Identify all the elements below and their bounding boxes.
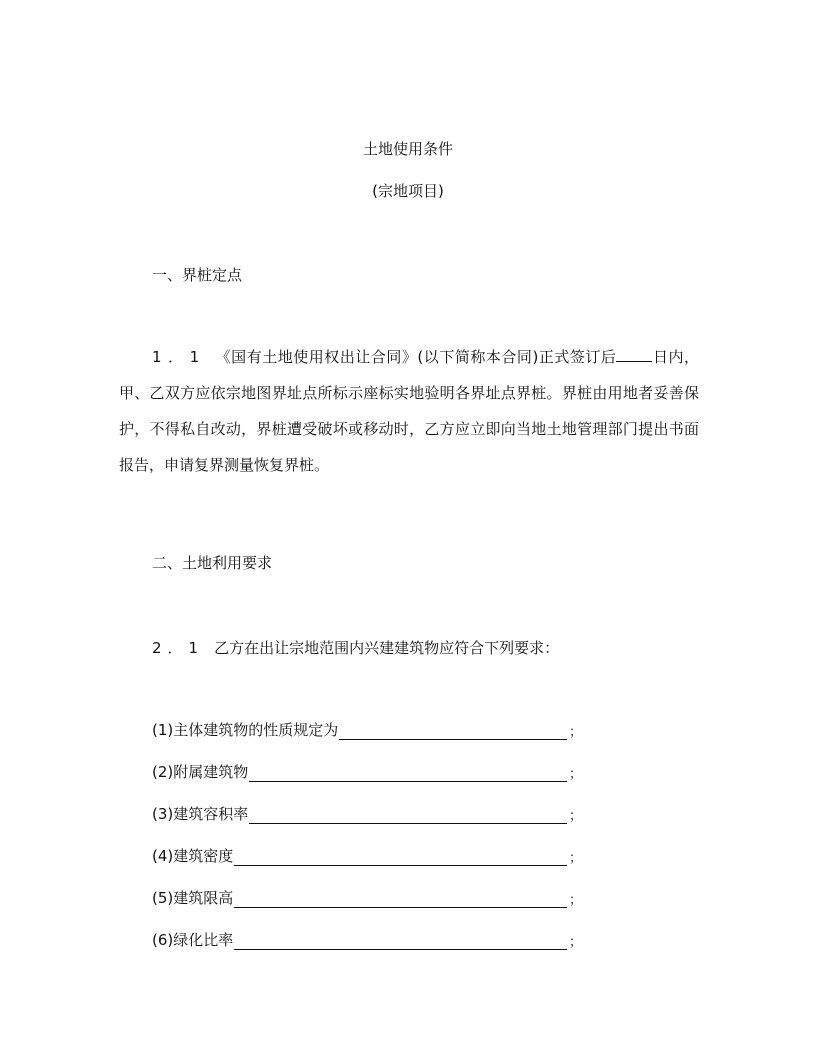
fill-in-line[interactable]: [234, 849, 567, 866]
item-label: (6)绿化比率: [152, 931, 234, 949]
clause-number: 1．1: [152, 348, 206, 366]
item-label: (5)建筑限高: [152, 889, 234, 907]
item-end: ；: [568, 767, 582, 782]
item-label: (4)建筑密度: [152, 847, 234, 865]
item-end: ；: [568, 851, 582, 866]
item-end: ；: [568, 725, 582, 740]
item-green-ratio: [152, 928, 582, 950]
document-subtitle: (宗地项目): [372, 182, 444, 200]
item-main-building-nature: [152, 718, 582, 740]
item-label: (2)附属建筑物: [152, 763, 249, 781]
fill-in-line[interactable]: [249, 765, 567, 782]
item-label: (1)主体建筑物的性质规定为: [152, 721, 339, 739]
clause-1-1: [119, 339, 699, 483]
clause-text-part-1: 《国有土地使用权出让合同》(以下简称本合同)正式签订后: [215, 348, 617, 366]
item-floor-area-ratio: [152, 802, 582, 824]
fill-in-line[interactable]: [234, 933, 567, 950]
document-title: 土地使用条件: [362, 140, 453, 158]
clause-number: 2．1: [152, 639, 205, 657]
clause-text-part-2: 日内，甲、乙双方应依宗地图界址点所标示座标实地验明各界址点界桩。界桩由用地者妥善保护，不得私自改动，界桩遭受破坏或移动时，乙方应立即向当地土地管理部门提出书面报告，申请复界测量恢复界桩。: [119, 348, 699, 474]
item-label: (3)建筑容积率: [152, 805, 249, 823]
fill-in-line[interactable]: [339, 723, 567, 740]
item-building-density: [152, 844, 582, 866]
clause-2-1: [119, 630, 699, 666]
section-heading-1: 一、界桩定点: [152, 266, 243, 284]
item-end: ；: [568, 935, 582, 950]
fill-in-line[interactable]: [249, 807, 567, 824]
item-height-limit: [152, 886, 582, 908]
item-end: ；: [568, 809, 582, 824]
fill-in-line[interactable]: [234, 891, 567, 908]
days-blank-field[interactable]: [616, 347, 652, 362]
clause-text: 乙方在出让宗地范围内兴建建筑物应符合下列要求：: [214, 639, 560, 657]
item-auxiliary-building: [152, 760, 582, 782]
section-heading-2: 二、土地利用要求: [152, 554, 273, 572]
item-end: ；: [568, 893, 582, 908]
